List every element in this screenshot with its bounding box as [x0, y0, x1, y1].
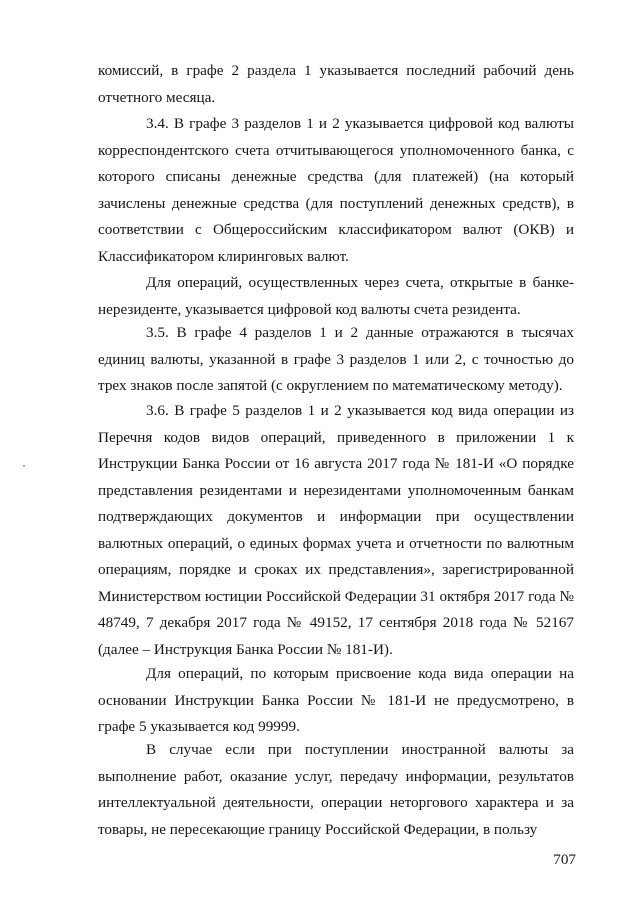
- paragraph-nonresident-accounts: Для операций, осуществленных через счета, открытые в банке-нерезиденте, указывается цифровой код валюты счета резидента.: [98, 274, 574, 318]
- paragraph-3-5: 3.5. В графе 4 разделов 1 и 2 данные отражаются в тысячах единиц валюты, указанной в графе 3 разделов 1 или 2, с точностью до трех знаков после запятой (с округлением по математическому методу).: [98, 324, 574, 394]
- scan-artifact: [23, 465, 25, 467]
- paragraph-code-99999: Для операций, по которым присвоение кода вида операции на основании Инструкции Банка России № 181-И не предусмотрено, в графе 5 указывается код 99999.: [98, 665, 574, 735]
- paragraph-continuation: комиссий, в графе 2 раздела 1 указывается последний рабочий день отчетного месяца.: [98, 62, 574, 106]
- paragraph-3-4: 3.4. В графе 3 разделов 1 и 2 указывается цифровой код валюты корреспондентского счета отчитывающегося уполномоченного банка, с которого списаны денежные средства (для платежей) (на который зачислены денежные средства (для поступлений денежных средств), в соответствии с Общероссийским классификатором валют (ОКВ) и Классификатором клиринговых валют.: [98, 115, 574, 265]
- paragraph-foreign-currency: В случае если при поступлении иностранной валюты за выполнение работ, оказание услуг, передачу информации, результатов интеллектуальной деятельности, операции неторгового характера и за товары, не пересекающие границу Российской Федерации, в пользу: [98, 741, 574, 838]
- page-number: 707: [553, 851, 576, 868]
- paragraph-3-6: 3.6. В графе 5 разделов 1 и 2 указывается код вида операции из Перечня кодов видов операций, приведенного в приложении 1 к Инструкции Банка России от 16 августа 2017 года № 181-И «О порядке представления резидентами и нерезидентами уполномоченным банкам подтверждающих документов и информации при осуществлении валютных операций, о единых формах учета и отчетности по валютным операциям, порядке и сроках их представления», зарегистрированной Министерством юстиции Российской Федерации 31 октября 2017 года № 48749, 7 декабря 2017 года № 49152, 17 сентября 2018 года № 52167 (далее – Инструкция Банка России № 181-И).: [98, 402, 574, 658]
